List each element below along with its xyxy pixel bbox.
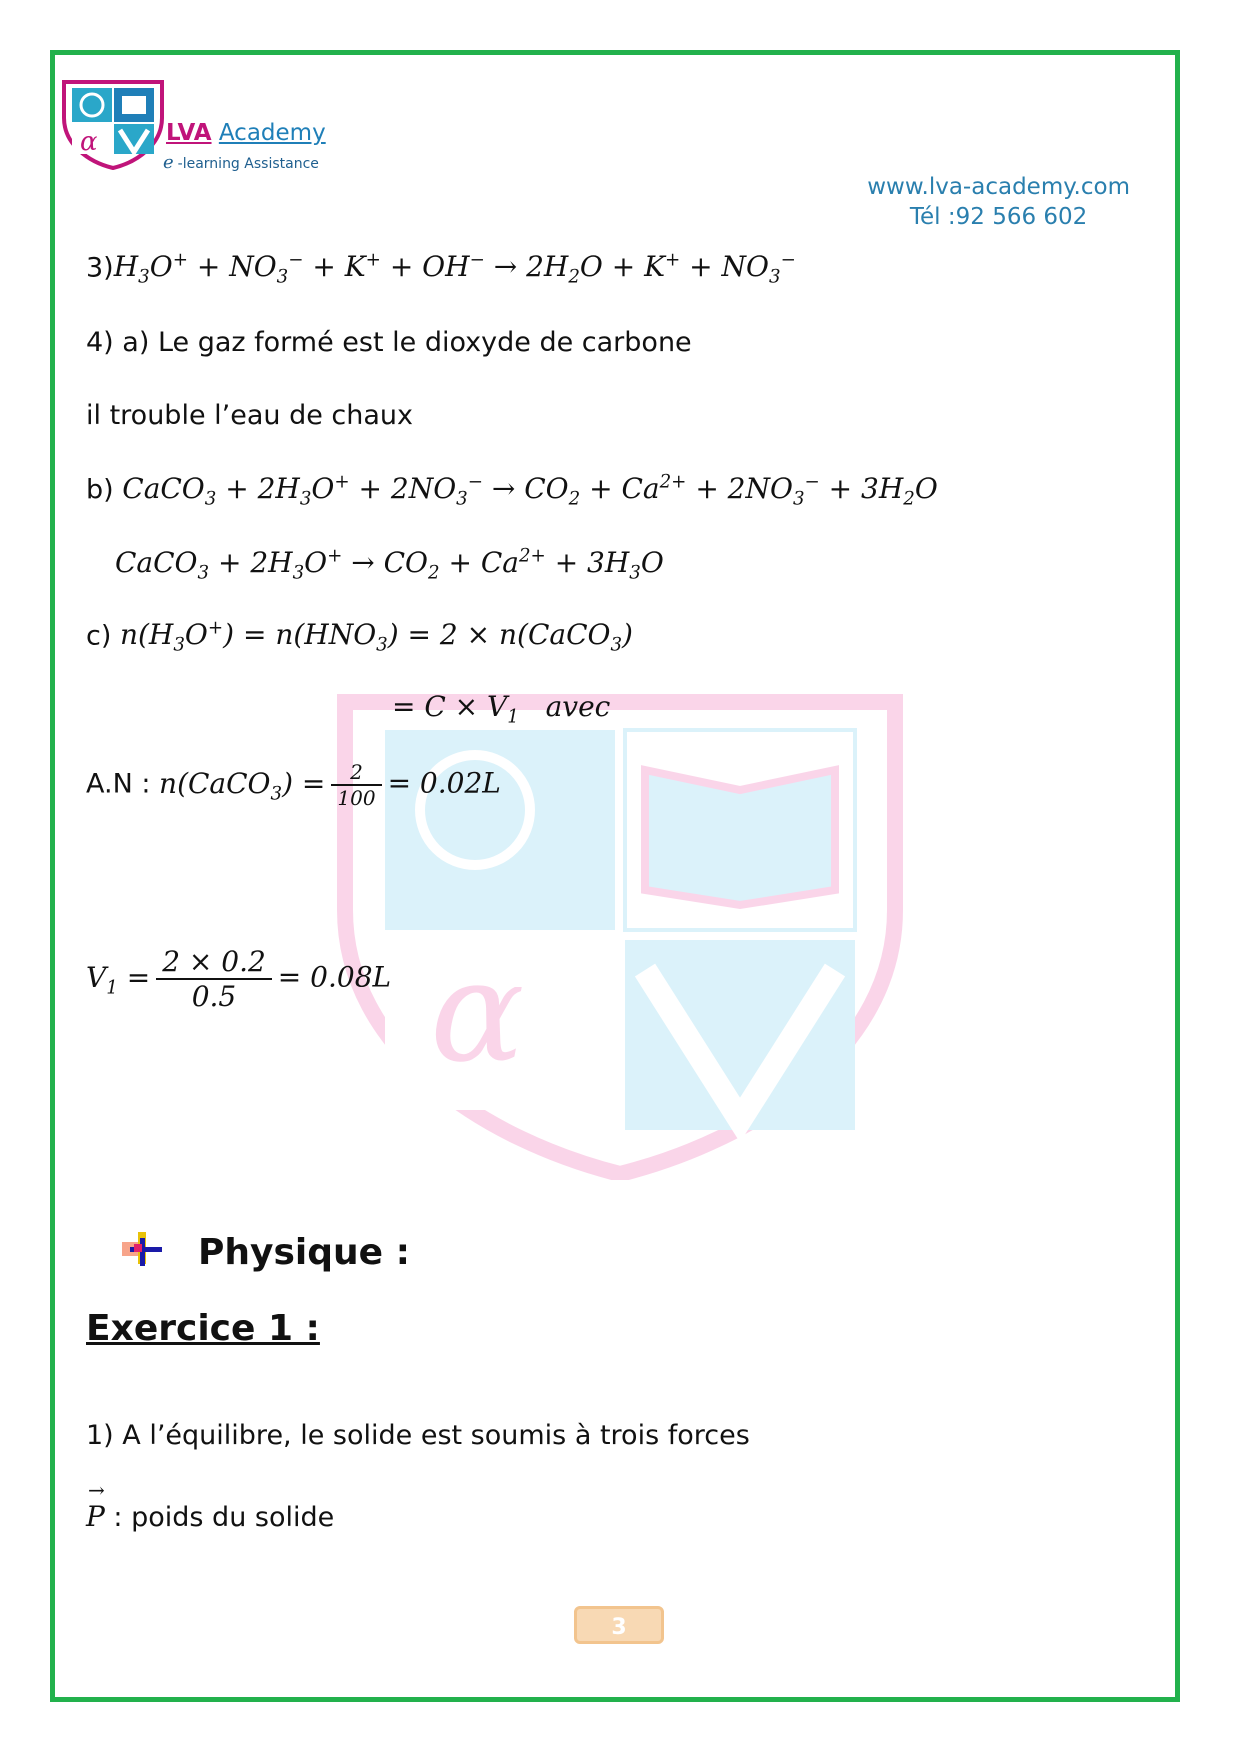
line-4c-avec: = $C \times V_1$ avec [392, 690, 611, 728]
line-4b-simplified: CaCO$_3$ + $2H_3O^+ \to CO_2 + Ca^{2+} + 3H_3O$ [115, 546, 664, 584]
svg-text:α: α [80, 127, 98, 157]
brand-name: LVA Academy [166, 120, 326, 146]
exercise-title: Exercice 1 : [86, 1308, 320, 1349]
vector-p: → P [86, 1500, 105, 1533]
line-an: A.N : n(CaCO$_3$) = $\frac{2}{100}$ = 0.02L [86, 760, 501, 810]
brand-tagline: e -learning Assistance [163, 152, 319, 173]
page-number: 3 [574, 1606, 664, 1644]
an-fraction: $\frac{2}{100}$ [331, 760, 381, 810]
lva-logo-icon [58, 78, 168, 170]
website-link[interactable]: www.lva-academy.com [867, 174, 1130, 200]
bullet-plus-icon [122, 1230, 164, 1266]
svg-text:α: α [430, 931, 525, 1094]
line-4c: c) $n(H_3O^+) = n(HNO_3) = 2$ × n(CaCO$_3$) [86, 618, 633, 656]
line-4a: 4) a) Le gaz formé est le dioxyde de carbone [86, 327, 692, 358]
phone-number: Tél :92 566 602 [909, 204, 1088, 230]
section-heading-physique: Physique : [198, 1232, 410, 1273]
physique-line-1: 1) A l’équilibre, le solide est soumis à trois forces [86, 1420, 750, 1451]
line-4b-equation: b) CaCO$_3$ + $2H_3O^+ + 2NO_3^- \to CO_2 + Ca^{2+} + 2NO_3^- + 3H_2O$ [86, 472, 938, 510]
contact-info [867, 172, 1130, 232]
line-3-equation: $3)H_3O^+ + NO_3^- + K^+ + OH^- \to 2H_2O + K^+ + NO_3^-$ [86, 250, 796, 288]
line-v1: $V_1$ = $\frac{2 \times 0.2}{0.5}$ = 0.08L [86, 945, 392, 1013]
v1-fraction: $\frac{2 \times 0.2}{0.5}$ [156, 945, 272, 1013]
physique-line-p: → P : poids du solide [86, 1500, 334, 1533]
line-4a-chaux: il trouble l’eau de chaux [86, 400, 414, 431]
